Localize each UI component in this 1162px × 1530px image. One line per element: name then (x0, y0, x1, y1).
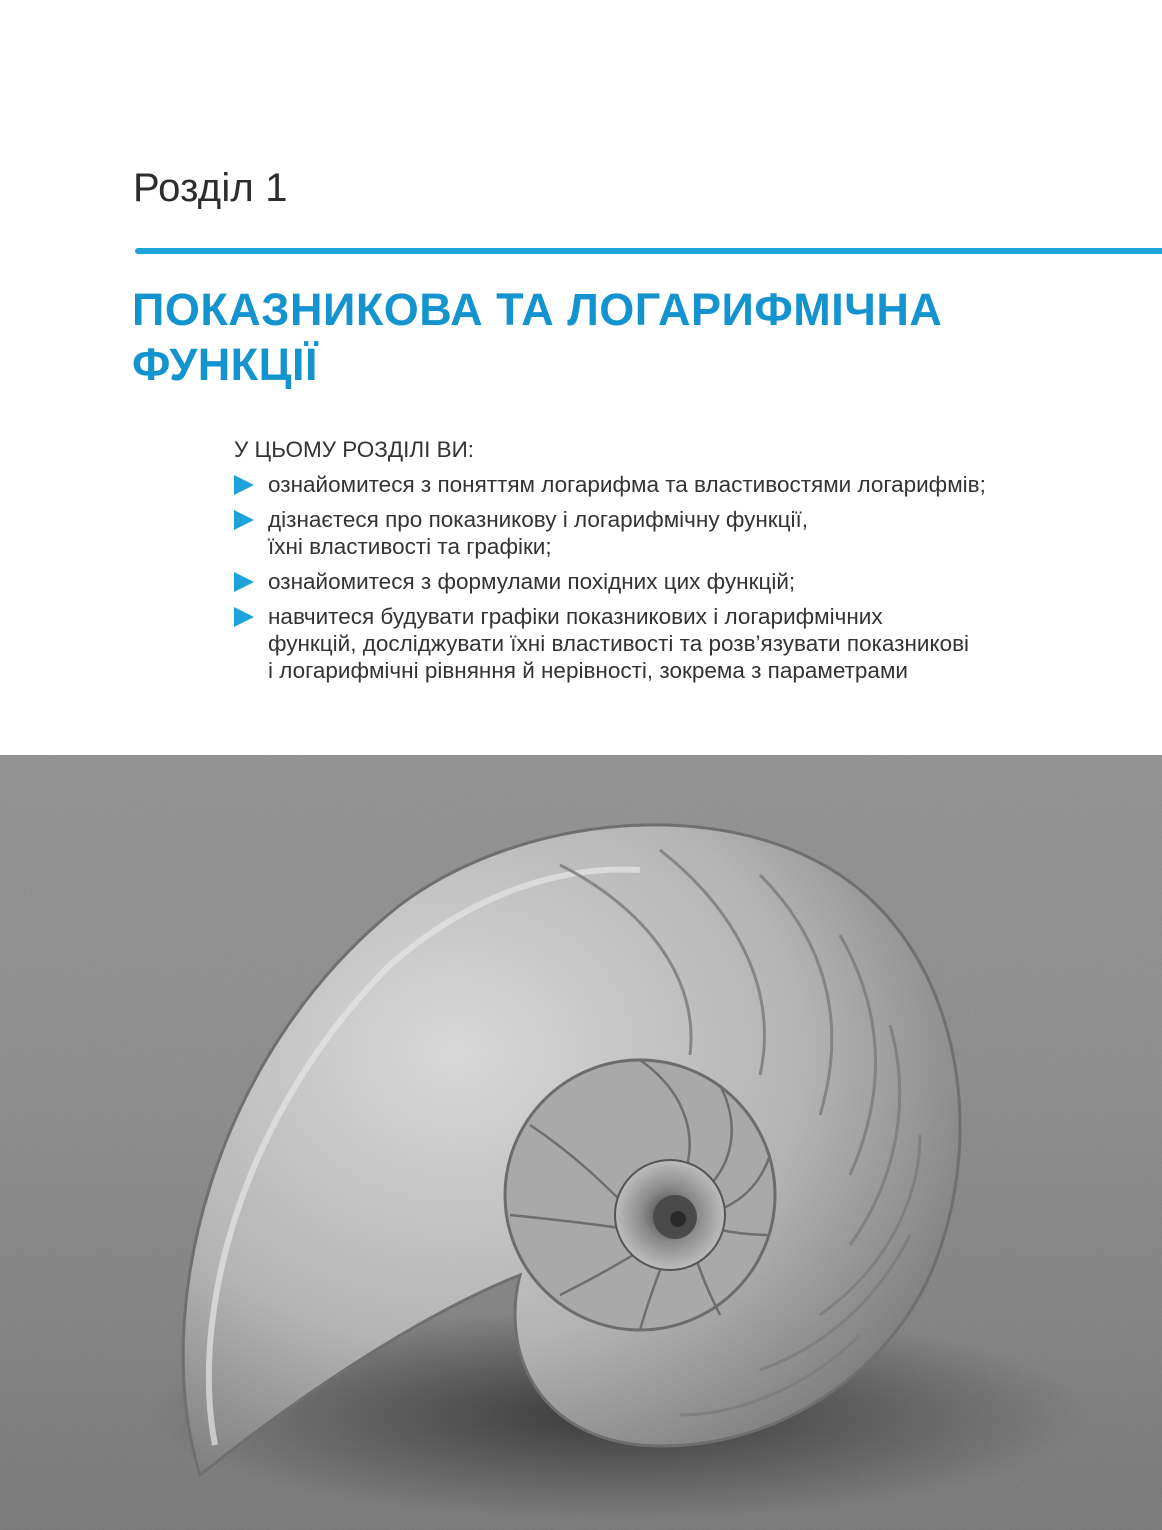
objective-line: ознайомитеся з формулами похідних цих функцій; (268, 569, 796, 594)
objective-line: функцій, досліджувати їхні властивості та розв’язувати показникові (268, 631, 970, 656)
chapter-title-line-1: ПОКАЗНИКОВА ТА ЛОГАРИФМІЧНА (132, 284, 943, 335)
objective-line: їхні властивості та графіки; (268, 534, 552, 559)
objectives-list (234, 471, 1134, 684)
triangle-bullet-icon (234, 475, 254, 495)
section-label: Розділ 1 (133, 166, 288, 210)
triangle-bullet-icon (234, 510, 254, 530)
objective-line: і логарифмічні рівняння й нерівності, зокрема з параметрами (268, 658, 908, 683)
nautilus-shell-photo (0, 755, 1162, 1530)
objective-item (234, 603, 1134, 684)
triangle-bullet-icon (234, 572, 254, 592)
triangle-bullet-icon (234, 607, 254, 627)
objective-item (234, 506, 1134, 560)
intro-heading: У ЦЬОМУ РОЗДІЛІ ВИ: (234, 437, 475, 462)
objective-item (234, 471, 1134, 498)
objective-line: навчитеся будувати графіки показникових і логарифмічних (268, 604, 883, 629)
chapter-title (132, 282, 1122, 392)
objective-line: ознайомитеся з поняттям логарифма та властивостями логарифмів; (268, 472, 986, 497)
chapter-intro (234, 436, 1134, 692)
objective-line: дізнаєтеся про показникову і логарифмічну функції, (268, 507, 808, 532)
chapter-title-line-2: ФУНКЦІЇ (132, 339, 318, 390)
objective-item (234, 568, 1134, 595)
title-rule (135, 248, 1162, 254)
